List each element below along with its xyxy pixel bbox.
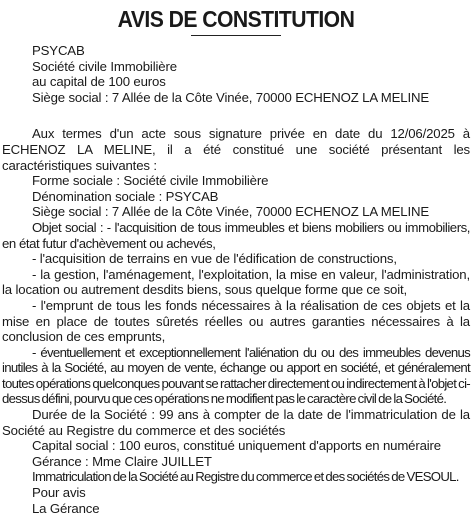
notice-title: AVIS DE CONSTITUTION [117,6,355,32]
object-item-loans: - l'emprunt de tous les fonds nécessaires à la réalisation de ces objets et la mise en place de toutes sûretés réelles ou autres garanties nécessaires à la conclusion de ces emprunts, [2,297,470,345]
company-form: Société civile Immobilière [32,58,177,74]
company-header [2,43,470,105]
company-seat: Siège social : 7 Allée de la Côte Vinée, 70000 ECHENOZ LA MELINE [32,89,429,105]
registration-line: Immatriculation de la Société au Registre du commerce et des sociétés de VESOUL. [32,469,459,485]
object-item-sale: - éventuellement et exceptionnellement l'aliénation du ou des immeubles devenus inutiles à la Société, au moyen de vente, échange ou apport en société, et généralement toutes opérations quelconques pouvant se rattacher directement ou indirectement à l'objet ci-dessus défini, pourvu que ces opérations ne modifient pas le caractère civil de la Société. [2,344,470,407]
intro-paragraph: Aux termes d'un acte sous signature privée en date du 12/06/2025 à ECHENOZ LA MELINE, il a été constitué une société présentant les caractéristiques suivantes : [2,126,470,173]
signature-line: La Gérance [32,500,100,516]
denomination-line: Dénomination sociale : PSYCAB [32,188,219,204]
form-line: Forme sociale : Société civile Immobilière [32,173,269,189]
management-line: Gérance : Mme Claire JUILLET [32,453,212,469]
company-capital: au capital de 100 euros [32,74,166,90]
closing-line: Pour avis [32,485,86,501]
seat-line: Siège social : 7 Allée de la Côte Vinée, 70000 ECHENOZ LA MELINE [32,204,429,220]
duration-paragraph: Durée de la Société : 99 ans à compter de la date de l'immatriculation de la Société au Registre du commerce et des sociétés [2,407,470,438]
object-paragraph: Objet social : - l'acquisition de tous immeubles et biens mobiliers ou immobiliers, en état futur d'achèvement ou achevés, [2,219,470,251]
object-item-management: - la gestion, l'aménagement, l'exploitation, la mise en valeur, l'administration, la location ou autrement desdits biens, sous quelque forme que ce soit, [2,266,470,298]
notice-body [2,126,470,516]
capital-line: Capital social : 100 euros, constitué uniquement d'apports en numéraire [32,438,441,454]
object-item-land: - l'acquisition de terrains en vue de l'édification de constructions, [32,251,397,267]
company-name: PSYCAB [32,43,85,58]
title-underline [191,35,281,36]
